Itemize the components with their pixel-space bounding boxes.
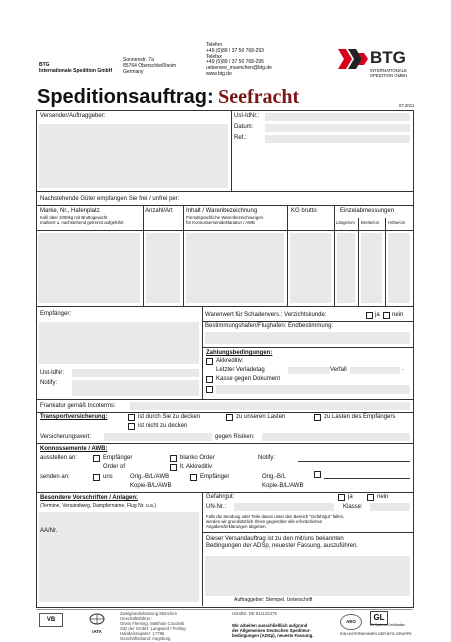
goods-col-inhalt-note [186, 216, 263, 226]
divider [202, 492, 203, 606]
notify-line [298, 461, 410, 462]
verzicht-nein-label: nein [392, 312, 404, 318]
divider [143, 205, 144, 306]
divider [183, 205, 184, 306]
goods-marke-field[interactable] [38, 233, 140, 303]
note-line: Falls die Sendung oder Teile davon unter den Bereich "Gefahrgut" fallen, [206, 514, 345, 519]
receiver-ust-field[interactable] [72, 369, 199, 377]
insure-by-you-checkbox[interactable] [128, 414, 135, 421]
gl-mark: GL [370, 611, 388, 625]
footer-ust: UstIdNr. DE 811123379 [232, 611, 277, 616]
ref-field[interactable] [265, 135, 410, 143]
bl-orig2-label: Orig.-B/L [262, 474, 287, 480]
note-line: Angaben/Erklärungen abgeben. [206, 523, 267, 529]
registry-line: Zweigniederlassung München [120, 611, 178, 616]
divider [36, 230, 413, 231]
dim-height: Höhe/cm [388, 220, 406, 225]
divider [36, 399, 413, 400]
dangerous-nein-checkbox[interactable] [367, 494, 374, 501]
incoterms-label: Frankatur gemäß Incoterms: [40, 403, 116, 409]
insure-our-cost-checkbox[interactable] [226, 414, 233, 421]
dangerous-note [206, 515, 344, 530]
verfall-label: Verfall [330, 367, 347, 373]
divider [231, 111, 232, 191]
divider [36, 492, 413, 493]
contact-block [206, 43, 272, 78]
contact-line: Telefon [206, 42, 223, 48]
footer-divider [36, 609, 413, 610]
bl-send-empf-label: Empfänger [200, 474, 230, 480]
registry-line: Geschäftsführer: [120, 615, 152, 621]
verfall-period: . [402, 366, 404, 372]
goods-length-field[interactable] [337, 233, 355, 303]
bl-label: Konnossemente / AWB: [40, 446, 108, 452]
bl-issue-label: ausstellen an: [40, 455, 78, 461]
registry-block [120, 612, 186, 642]
association-logo: VB [39, 613, 63, 627]
title-sub: Seefracht [218, 86, 300, 108]
divider [36, 412, 413, 413]
goods-col-marke: Marke, Nr., Hafenplatz [40, 208, 100, 214]
bl-blanko-checkbox[interactable] [170, 455, 177, 462]
ref-label: Ref.: [234, 135, 247, 141]
dangerous-ja-checkbox[interactable] [338, 494, 345, 501]
logo-subtitle [370, 69, 407, 79]
terms-line: Bedingungen der ADSp, neuester Fassung, auszuführen. [206, 543, 359, 550]
gl-subtitle: GL Systems Certification [370, 623, 405, 627]
insurance-value-label: Warenwert für Schadenvers.: Verzichtskunde: [205, 312, 327, 318]
incoterms-field[interactable] [130, 402, 410, 410]
group-text: EIN UNTERNEHMEN DER BTG GRUPPE [340, 632, 412, 636]
contact-line: +49 (0)89 / 37 50 768-295 [206, 59, 264, 66]
address-block [123, 58, 176, 75]
bl-empf-label: Empfänger [103, 455, 133, 461]
sender-label: Versender/Auftraggeber: [40, 113, 106, 119]
datum-label: Datum: [234, 124, 254, 130]
insure-receiver-cost-checkbox[interactable] [314, 414, 321, 421]
transport-insurance-label: Transportversicherung: [40, 414, 108, 420]
verzicht-ja-label: ja [375, 312, 380, 318]
bl-uns-checkbox[interactable] [93, 474, 100, 481]
kasse-label: Kasse gegen Dokument [216, 376, 281, 382]
sender-field[interactable] [39, 124, 228, 188]
iata-text: IATA [92, 629, 102, 634]
goods-intro: Nachstehende Güter empfangen Sie frei / unfrei per: [40, 196, 180, 202]
divider [202, 347, 413, 348]
bl-send-label: senden an: [40, 474, 70, 480]
insurance-value-field[interactable] [104, 433, 212, 441]
signature-label: Auftraggeber: Stempel, Unterschrift [234, 597, 313, 603]
divider [202, 321, 413, 322]
contact-line: Telefax [206, 53, 222, 60]
bl-kopie-label: Kopie-B/L/AWB [130, 483, 172, 489]
registry-line: Handelsregister: 17796 [120, 630, 165, 636]
bl-blanko-label: blanko Order [180, 455, 215, 461]
bl-lt-akk-label: lt. Akkreditiv [180, 464, 213, 470]
contact-line: www.btg.de [206, 70, 232, 77]
bl-order-label: Order of [103, 464, 126, 470]
address-line: Germany [123, 68, 144, 75]
goods-width-field[interactable] [361, 233, 382, 303]
goods-height-field[interactable] [388, 233, 410, 303]
bl-lt-akk-checkbox[interactable] [170, 464, 177, 471]
other-line [324, 478, 410, 479]
btg-logo [338, 43, 418, 83]
insure-receiver-cost-label: zu Lasten des Empfängers [324, 414, 396, 420]
company-block [39, 63, 112, 75]
payment-label: Zahlungsbedingungen: [206, 350, 273, 356]
divider [36, 205, 413, 206]
terms-text [206, 536, 358, 550]
bl-empf-checkbox[interactable] [93, 455, 100, 462]
divider [36, 443, 413, 444]
bl-send-empf-checkbox[interactable] [190, 474, 197, 481]
akkreditiv-label: Akkreditiv: [216, 358, 244, 364]
note-line: markiert u. nachstehend getrennt aufgeführt [40, 219, 124, 225]
title-main: Speditionsauftrag: [37, 86, 214, 108]
address-line: 85764 Oberschleißheim [123, 62, 177, 69]
receiver-notify-field[interactable] [72, 380, 199, 396]
dangerous-ja-label: ja [348, 494, 353, 500]
note-line: Kolli über 1000kg mit Bruttogewicht [40, 215, 108, 220]
insure-none-checkbox[interactable] [128, 423, 135, 430]
aa-label: AA/Nr. [40, 528, 58, 534]
logo-text: BTG [370, 48, 406, 67]
letzter-field[interactable] [288, 367, 330, 374]
form-version: 07.2011 [399, 103, 415, 108]
verfall-field[interactable] [350, 367, 400, 374]
insure-by-you-label: ist durch Sie zu decken [138, 414, 201, 420]
receiver-label: Empfänger: [40, 311, 72, 317]
aeo-logo: AEO [340, 614, 362, 630]
ports-field[interactable] [205, 332, 410, 344]
adsp-text [232, 624, 313, 639]
dangerous-nein-label: nein [377, 494, 389, 500]
receiver-ust-label: Ust-IdNr: [40, 370, 64, 376]
terms-line: Dieser Versandauftrag ist zu den mit/uns bekannten [206, 536, 344, 542]
dangerous-label: Gefahrgut: [206, 494, 235, 500]
akkreditiv-checkbox[interactable] [206, 358, 213, 365]
dim-width: Breite/cm [361, 220, 380, 225]
bl-uns-label: uns [103, 474, 113, 480]
goods-col-marke-note [40, 216, 124, 226]
goods-kg-field[interactable] [290, 233, 331, 303]
note-line: Fremdsprachliche Warenbezeichnungen [186, 215, 263, 220]
company-name: Internationale Spedition GmbH [39, 67, 113, 74]
verzicht-ja-checkbox[interactable] [366, 312, 373, 319]
contact-line: uebersee_muenchen@btg.de [206, 65, 272, 71]
contact-line: +49 (0)89 / 37 50 768-293 [206, 47, 264, 54]
insurance-value-label2: Versicherungswert: [40, 434, 92, 440]
goods-col-inhalt: Inhalt / Warenbezeichnung [186, 208, 258, 214]
special-label: Besondere Vorschriften / Anlagen: [40, 495, 139, 501]
divider [36, 306, 413, 307]
special-note: (Termine, Versandweg, Dampfername, Flug Nr. u.a.) [40, 503, 156, 509]
logo-sub-line: INTERNATIONALE [370, 68, 407, 73]
divider [202, 532, 413, 533]
iata-logo [85, 612, 109, 634]
kasse-checkbox[interactable] [206, 376, 213, 383]
note-line: für Konnossementdeklaration / AWB [186, 219, 255, 225]
logo-sub-line: SPEDITION GMBH [370, 72, 408, 78]
divider [385, 218, 386, 306]
insure-our-cost-label: zu unseren Lasten [236, 414, 286, 420]
page-title [37, 86, 299, 109]
goods-inhalt-field[interactable] [186, 233, 284, 303]
klasse-field[interactable] [370, 503, 410, 511]
goods-col-dimensions: Einzelabmessungen [340, 208, 395, 214]
receiver-notify-label: Notify: [40, 380, 58, 386]
divider [358, 218, 359, 306]
address-line: Sonnenstr. 7a [123, 57, 154, 63]
dim-length: Länge/cm [336, 220, 355, 225]
special-field[interactable] [39, 512, 199, 602]
goods-col-kg: KG brutto [291, 208, 317, 214]
gl-logo [370, 611, 410, 629]
datum-field[interactable] [265, 124, 410, 132]
note-line: werden wir grundsätzlich Ihnen gegenüber alle erforderlichen [206, 518, 323, 524]
divider [287, 205, 288, 306]
iata-globe-icon [85, 613, 109, 625]
insure-none-label: ist nicht zu decken [138, 423, 188, 429]
adsp-line: bedingungen (ADSp), neueste Fassung. [232, 632, 314, 638]
signature-field[interactable] [205, 556, 410, 596]
verzicht-nein-checkbox[interactable] [383, 312, 390, 319]
risks-field[interactable] [262, 433, 410, 441]
payment-other-checkbox[interactable] [206, 386, 213, 393]
ports-label: Bestimmungshafen/Flughafen: Endbestimmung: [205, 323, 334, 329]
adsp-line: Wir arbeiten ausschließlich aufgrund [232, 623, 308, 628]
adsp-line: der Allgemeinen Deutschen Spediteur- [232, 627, 311, 633]
company-short: BTG [39, 62, 50, 68]
receiver-field[interactable] [39, 322, 199, 364]
letzter-label: Letzter Verladetag [216, 367, 265, 373]
payment-other-field[interactable] [216, 385, 410, 394]
divider [202, 306, 203, 399]
goods-anzahl-field[interactable] [146, 233, 180, 303]
registry-line: Sitz der GmbH: Langwied / Peiting [120, 625, 186, 631]
risks-label: gegen Risiken: [215, 434, 255, 440]
ust-field[interactable] [265, 113, 410, 121]
goods-col-anzahl: Anzahl/Art [145, 208, 173, 214]
un-field[interactable] [234, 503, 334, 511]
divider [36, 191, 413, 192]
ust-label: Ust-IdNr.: [234, 113, 260, 119]
registry-line: Orwin Fleming, Matthias Cocoletti [120, 620, 185, 626]
bl-kopie2-label: Kopie-B/L/AWB [262, 483, 304, 489]
un-label: UN-Nr.: [206, 504, 226, 510]
klasse-label: Klasse: [343, 504, 363, 510]
bl-other-checkbox[interactable] [314, 471, 321, 478]
divider [334, 205, 335, 306]
bl-notify-label: Notify: [258, 455, 276, 461]
bl-orig-label: Orig.-B/L/AWB [130, 474, 170, 480]
registry-line: Geschäftsstand: Augsburg [120, 635, 171, 641]
